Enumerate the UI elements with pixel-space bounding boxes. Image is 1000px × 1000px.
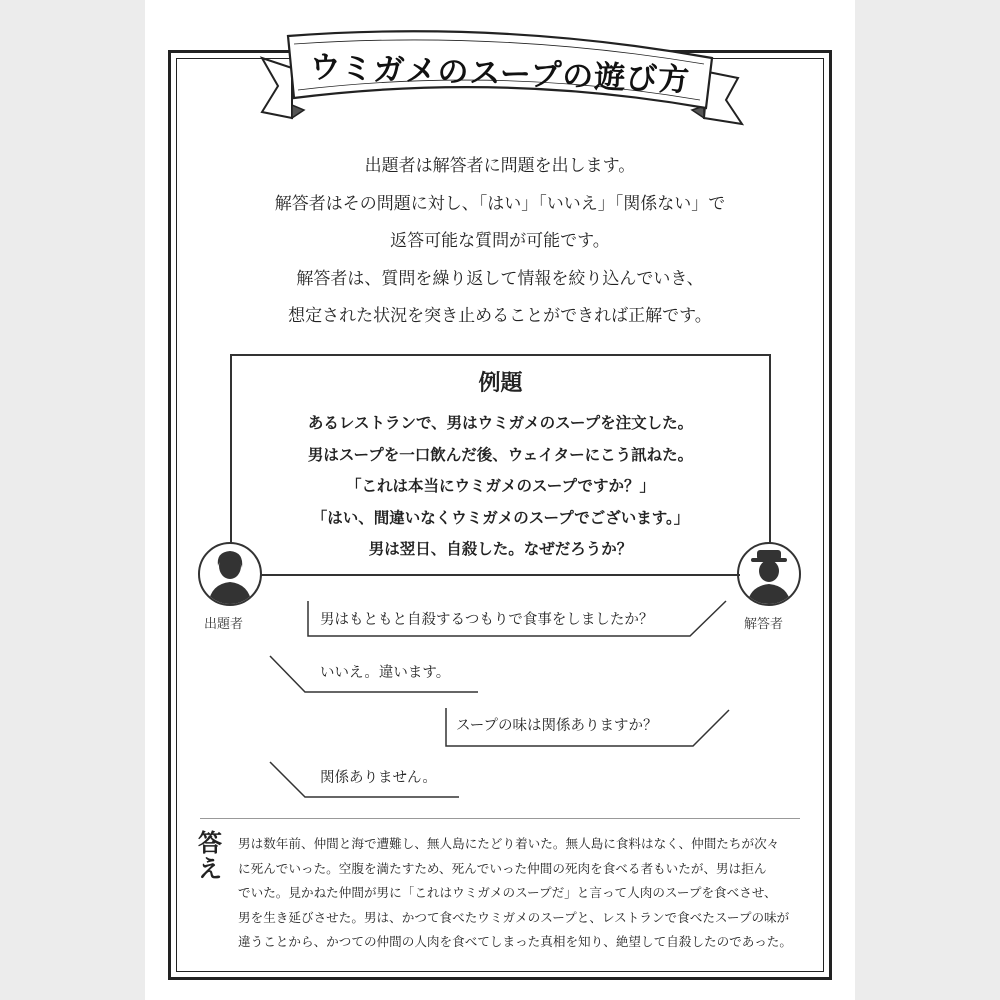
answerer-label: 解答者 (744, 617, 784, 632)
example-line: 「これは本当にウミガメのスープですか？」 (346, 477, 655, 495)
reply-bubble: いいえ。違います。 (320, 665, 451, 681)
answer-line: に死んでいった。空腹を満たすため、死んでいった仲間の死肉を食べる者もいたが、男は拒ん (238, 860, 767, 876)
answer-line: 男を生き延びさせた。男は、かつて食べたウミガメのスープと、レストランで食べたスープの味が (238, 909, 790, 925)
example-line: 男は翌日、自殺した。なぜだろうか？ (368, 540, 633, 558)
answer-line: でいた。見かねた仲間が男に「これはウミガメのスープだ」と言って人肉のスープを食べさせ、 (238, 885, 777, 900)
example-line: あるレストランで、男はウミガメのスープを注文した。 (307, 414, 694, 432)
example-title: 例題 (478, 371, 523, 396)
intro-line: 返答可能な質問が可能です。 (390, 231, 610, 251)
answer-divider (200, 818, 800, 819)
intro-line: 出題者は解答者に問題を出します。 (364, 156, 636, 176)
answer-text (238, 832, 810, 955)
answer-line: 違うことから、かつての仲間の人肉を食べてしまった真相を知り、絶望して自殺したのであった。 (238, 934, 792, 949)
page-title: ウミガメのスープの遊び方 (308, 48, 691, 99)
intro-line: 解答者はその問題に対し、「はい」「いいえ」「関係ない」で (274, 193, 726, 214)
reply-bubble: 関係ありません。 (320, 770, 437, 786)
answer-label: 答え (198, 829, 222, 883)
question-bubble: スープの味は関係ありますか？ (456, 718, 658, 734)
answer-line: 男は数年前、仲間と海で遭難し、無人島にたどり着いた。無人島に食料はなく、仲間たちが次々 (238, 836, 780, 851)
example-line: 「はい、間違いなくウミガメのスープでございます。」 (311, 508, 690, 527)
example-line: 男はスープを一口飲んだ後、ウェイターにこう訊ねた。 (307, 445, 694, 464)
intro-line: 想定された状況を突き止めることができれば正解です。 (288, 306, 712, 326)
intro-line: 解答者は、質問を繰り返して情報を絞り込んでいき、 (296, 268, 704, 289)
question-bubble: 男はもともと自殺するつもりで食事をしましたか？ (320, 612, 654, 628)
questioner-label: 出題者 (204, 617, 244, 632)
